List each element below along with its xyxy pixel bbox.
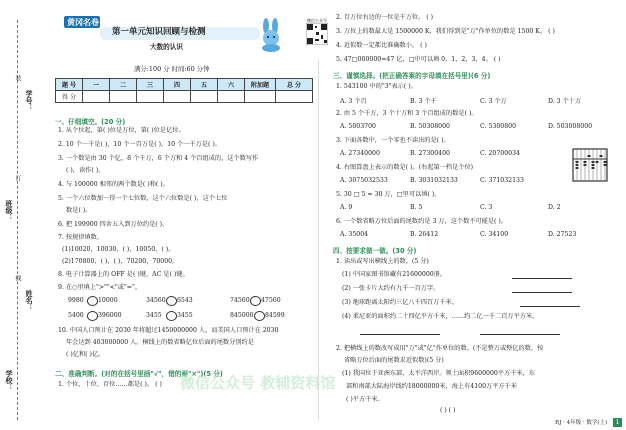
compare-circle[interactable] [254,311,265,321]
choice-option[interactable]: D. 3 个十万 [548,98,582,105]
question-7a: (1)10020，10030，( )，10050，( )。 [62,246,175,253]
page-subtitle: 大数的认识 [150,43,183,51]
work-2a-answers: ( ) ( ) [440,407,456,414]
section-1-title: 一、仔细填空。(20 分) [55,118,126,126]
score-cell[interactable] [164,91,191,103]
work-1b: (2) 一张卡片大约有九千一百万字。 [342,285,440,292]
choice-6: 6. 一个数省略万位后面的尾数约是 3 万，这个数不可能是( )。 [336,218,508,225]
page-title: 第一单元知识回顾与检测 [112,27,206,37]
section-2-title: 二、准确判断。(对的在括号里画"√"，错的画"×")(5 分) [55,370,223,378]
page-number: 1 [613,418,622,427]
section-4-title: 四、按要求做一做。(30 分) [333,247,417,255]
choice-option[interactable]: B. 5 [410,204,423,211]
choice-option[interactable]: C. 371032133 [480,177,524,184]
compare-left: 34560 [146,297,166,304]
question-5-cont: 数是( )。 [66,207,92,214]
seal-mark: 装 [14,75,21,81]
choice-option[interactable]: A. 9 [340,204,353,211]
table-header: 四 [164,79,191,91]
seal-mark: 订 [14,175,21,181]
compare-left: 9980 [68,297,84,304]
choice-1: 1. 543100 中的"3"表示( )。 [336,83,417,90]
seal-mark: 线 [14,275,21,281]
score-time-line: 满分:100 分 时间:60 分钟 [134,65,210,73]
work-2a-cont: 部和南部大陆海岸线约18000000米，海上有4100万平方千米 [346,383,517,390]
sidebar-school-label: 学校： [5,370,13,391]
table-header: 五 [191,79,218,91]
compare-right: 6543 [177,297,193,304]
question-7b: (2)170800，( )，( )，70200，70000。 [62,258,179,265]
score-cell[interactable] [218,91,245,103]
compare-circle[interactable] [87,311,98,321]
compare-left: 74560 [230,297,250,304]
choice-option[interactable]: C. 34100 [480,231,509,238]
choice-2: 2. 由 5 个千万，3 个十万和 3 个百组成的数是( )。 [336,110,478,117]
sidebar-name-label: 姓名： [25,290,33,311]
score-cell[interactable] [110,91,137,103]
choice-option[interactable]: B. 27300400 [410,150,450,157]
work-1a: (1) 中国家图书馆藏有21600000册。 [342,271,447,278]
choice-option[interactable]: A. 35004 [340,231,369,238]
score-cell[interactable] [276,91,313,103]
choice-4: 4. 右图算盘上表示的数是( )。(右起第一档是个位) [336,164,474,171]
question-3-cont: ( )，读作( )。 [66,167,105,174]
table-header: 二 [110,79,137,91]
sidebar-number-label: 学号： [25,90,33,111]
question-10-cont2: ( )亿和( )亿。 [66,351,105,358]
choice-option[interactable]: A. 5003700 [340,123,376,130]
question-10-cont: 年会达到 403000000 人。横线上的数省略亿位后面的尾数分别约是 [66,339,254,346]
work-2a: (1) 我国位于亚洲东部，太平洋西岸。领土面积9600000平方千米，东 [342,370,535,377]
question-7: 7. 按规律填数。 [58,234,103,241]
question-9: 9. 在○里填上">""<"或"="。 [58,284,142,291]
work-2-cont: 省略万位后面的尾数求近似数)(5 分) [344,357,444,364]
table-header: 题 号 [56,79,83,91]
compare-right: 3455 [177,312,193,319]
table-header: 附加题 [245,79,276,91]
compare-right: 10000 [98,297,118,304]
judge-5: 5. 47□000000≈47 亿，□中可以填 0，1，2，3，4。 ( ) [336,56,501,63]
choice-option[interactable]: C. 3 个万 [480,98,507,105]
compare-circle[interactable] [87,296,98,306]
choice-option[interactable]: A. 3075032533 [340,177,388,184]
footer-text: RJ · 4年级 · 数学(上) [555,420,608,426]
score-cell[interactable] [191,91,218,103]
section-3-title: 三、谨慎选择。(把正确答案的字母填在括号里)(6 分) [333,72,491,80]
judge-2: 2. 百万位右边的一位是千万位。 ( ) [336,14,434,21]
choice-option[interactable]: A. 27340000 [340,150,380,157]
answer-line[interactable] [512,292,572,293]
question-10: 10. 中国人口预计在 2030 年将超过1450000000 人，而美国人口预计在 2030 [58,327,279,334]
answer-line[interactable] [520,306,580,307]
choice-option[interactable]: B. 3 个千 [410,98,437,105]
choice-option[interactable]: B. 26412 [410,231,439,238]
answer-line[interactable] [512,278,572,279]
score-cell[interactable] [137,91,164,103]
score-cell[interactable] [245,91,276,103]
compare-left: 5400 [68,312,84,319]
answer-line[interactable] [480,334,560,335]
score-table [55,78,313,103]
work-2: 2. 把横线上的数改写成用"万"或"亿"作单位的数。(不是整万或整亿的数，按 [336,345,544,352]
work-2a-answer: ( )平方千米。 [346,396,384,403]
sidebar-class-label: 班级： [5,200,13,221]
question-5: 5. 一个六位数加一得一个七位数，这个六位数是( )，这个七位 [58,195,228,202]
qr-code: 微信公众号 [306,17,328,45]
choice-option[interactable]: C. 20700034 [480,150,520,157]
binding-sidebar [0,0,46,430]
question-3: 3. 一个数是由 30 个亿，8 个千万，6 个万和 4 个百组成的，这个数写作 [58,155,259,162]
table-row-label: 得 分 [56,91,83,103]
judge-1: 1. 个位、十位、百位……都是( )。 ( ) [58,381,162,388]
question-2: 2. 10 个一千是( )，10 个一百万是( )，10 个一千万是( )。 [58,141,221,148]
answer-line[interactable] [360,334,440,335]
judge-4: 4. 近似数一定都比准确数小。 ( ) [336,42,427,49]
table-header: 六 [218,79,245,91]
score-cell[interactable] [83,91,110,103]
column-divider [318,60,319,420]
compare-left: 3455 [146,312,162,319]
table-header: 一 [83,79,110,91]
table-header: 三 [137,79,164,91]
compare-circle[interactable] [166,296,177,306]
question-6: 6. 把 199900 四舍五入到万位约是( )。 [58,221,169,228]
judge-3: 3. 万位上的数最大是 1500000 K，我们得到是"万"作单位的数是 1500 K。 ( ) [336,28,555,35]
compare-right: 396000 [98,312,122,319]
compare-right: 84599 [265,312,285,319]
compare-circle[interactable] [166,311,177,321]
choice-option[interactable]: A. 3 个百 [340,98,367,105]
question-8: 8. 电子计算器上的 OFF 是( )键，AC 是( )键。 [58,271,189,278]
work-1c: (3) 地球距离太阳约三亿八千四百万千米。 [342,299,458,306]
question-1: 1. 从个位起，第( )位是万位，第( )位是亿位。 [58,127,185,134]
watermark: 微信公众号 教辅资料馆 [180,374,336,392]
choice-option[interactable]: B. 50308000 [410,123,450,130]
choice-option[interactable]: D. 2 [548,204,561,211]
choice-option[interactable]: C. 3 [480,204,493,211]
choice-3: 3. 下面各数中，一个零也不读出的是( )。 [336,137,450,144]
choice-5: 5. 30 □ 5 ≈ 30 万，□里可以填( )。 [336,191,441,198]
compare-left: 845000 [230,312,254,319]
table-header: 总 分 [276,79,313,91]
choice-option[interactable]: C. 5300800 [480,123,517,130]
choice-option[interactable]: D. 27523 [548,231,577,238]
choice-option[interactable]: D. 503008000 [548,123,593,130]
question-4: 4. 与 100000 相邻的两个数是( )和( )。 [58,181,169,188]
work-1d: (4) 柔尼亚的面积约二十四亿平方千米，……约二亿一千二百万平方米。 [342,313,539,320]
abacus-icon [572,148,608,182]
brand-logo: 黄冈名卷 [64,16,100,28]
work-1: 1. 读出或写出横线上的数。(5 分) [336,258,429,265]
compare-right: 47560 [261,297,281,304]
choice-option[interactable]: B. 3031032133 [410,177,458,184]
compare-circle[interactable] [250,296,261,306]
rabbit-mascot-icon [256,18,286,52]
